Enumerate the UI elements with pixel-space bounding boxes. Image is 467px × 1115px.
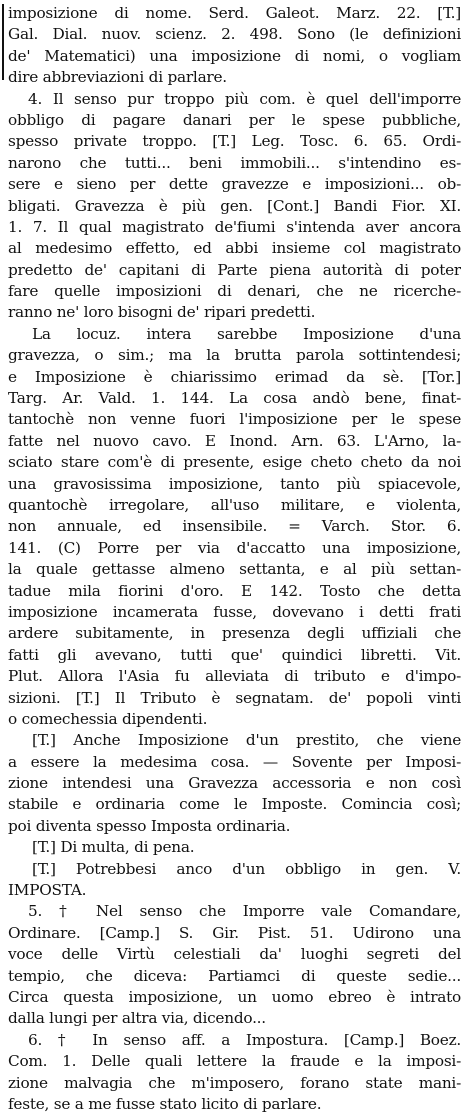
text-line: [T.] Anche Imposizione d'un prestito, che viene <box>32 731 461 750</box>
text-line: Gal. Dial. nuov. scienz. 2. 498. Sono (le definizioni <box>8 25 461 44</box>
text-line: 6. † In senso aff. a Impostura. [Camp.] Boez. <box>28 1030 461 1049</box>
text-line: stabile e ordinaria come le Imposte. Comincia così; <box>8 795 461 814</box>
text-line: ardere subitamente, in presenza degli uffiziali che <box>8 624 461 643</box>
text-line: quantochè irregolare, all'uso militare, e violenta, <box>8 495 461 514</box>
text-line: 1. 7. Il qual magistrato de'fiumi s'intenda aver ancora <box>8 217 461 236</box>
text-line: la quale gettasse almeno settanta, e al più settan- <box>8 560 461 579</box>
text-line: 4. Il senso pur troppo più com. è quel dell'imporre <box>28 89 461 108</box>
text-line: Circa questa imposizione, un uomo ebreo è intrato <box>8 987 461 1006</box>
text-line: zione intendesi una Gravezza accessoria e non così <box>8 774 461 793</box>
text-line: Ordinare. [Camp.] S. Gir. Pist. 51. Udirono una <box>8 923 461 942</box>
text-line: fatte nel nuovo cavo. E Inond. Arn. 63. L'Arno, la- <box>8 431 461 450</box>
text-line: 141. (C) Porre per via d'accatto una imposizione, <box>8 538 461 557</box>
text-line: e Imposizione è chiarissimo erimad da sè. [Tor.] <box>8 367 461 386</box>
text-line: narono che tutti... beni immobili... s'intendino es- <box>8 153 461 172</box>
text-line: non annuale, ed insensibile. = Varch. Stor. 6. <box>8 517 461 536</box>
text-line: voce delle Virtù celestiali da' luoghi segreti del <box>8 945 461 964</box>
text-line: poi diventa spesso Imposta ordinaria. <box>8 816 291 835</box>
text-line: sere e sieno per dette gravezze e imposizioni... ob- <box>8 175 461 194</box>
text-line: fatti gli avevano, tutti que' quindici libretti. Vit. <box>8 645 461 664</box>
text-line: de' Matematici) una imposizione di nomi, o vogliam <box>8 46 461 65</box>
text-line: 5. † Nel senso che Imporre vale Comandare, <box>28 902 461 921</box>
text-line: predetto de' capitani di Parte piena autorità di poter <box>8 260 461 279</box>
text-line: IMPOSTA. <box>8 881 87 900</box>
text-line: La locuz. intera sarebbe Imposizione d'una <box>32 324 461 343</box>
margin-rule <box>2 4 4 80</box>
text-line: Plut. Allora l'Asia fu alleviata di tributo e d'impo- <box>8 667 461 686</box>
text-line: obbligo di pagare danari per le spese pubbliche, <box>8 110 461 129</box>
text-line: zione malvagia che m'imposero, forano state mani- <box>8 1073 461 1092</box>
text-line: spesso private troppo. [T.] Leg. Tosc. 6. 65. Ordi- <box>8 132 461 151</box>
text-line: dalla lungi per altra via, dicendo... <box>8 1009 266 1028</box>
text-line: [T.] Potrebbesi anco d'un obbligo in gen. V. <box>32 859 461 878</box>
text-line: una gravosissima imposizione, tanto più spiacevole, <box>8 474 461 493</box>
entry-text <box>8 3 461 1115</box>
text-line: tempio, che diceva: Partiamci di queste sedie... <box>8 966 461 985</box>
text-line: al medesimo effetto, ed abbi insieme col magistrato <box>8 239 461 258</box>
text-line: sciato stare com'è di presente, esige cheto cheto da noi <box>8 453 461 472</box>
text-line: gravezza, o sim.; ma la brutta parola sottintendesi; <box>8 346 461 365</box>
text-line: bligati. Gravezza è più gen. [Cont.] Bandi Fior. XI. <box>8 196 461 215</box>
text-line: o comechessia dipendenti. <box>8 709 208 728</box>
text-line: [T.] Di multa, di pena. <box>32 838 195 857</box>
text-line: fare quelle imposizioni di denari, che ne ricerche- <box>8 282 461 301</box>
text-line: Targ. Ar. Vald. 1. 144. La cosa andò bene, finat- <box>8 389 461 408</box>
text-line: imposizione di nome. Serd. Galeot. Marz. 22. [T.] <box>8 4 461 22</box>
text-line: Com. 1. Delle quali lettere la fraude e la imposi- <box>8 1052 461 1071</box>
text-line: tantochè non venne fuori l'imposizione per le spese <box>8 410 461 429</box>
text-line: a essere la medesima cosa. — Sovente per Imposi- <box>8 752 461 771</box>
text-line: dire abbreviazioni di parlare. <box>8 68 227 87</box>
text-line: imposizione incamerata fusse, dovevano i detti frati <box>8 602 461 621</box>
text-line: feste, se a me fusse stato licito di parlare. <box>8 1094 322 1113</box>
text-line: tadue mila fiorini d'oro. E 142. Tosto che detta <box>8 581 461 600</box>
text-line: ranno ne' loro bisogni de' ripari predetti. <box>8 303 316 322</box>
text-line: sizioni. [T.] Il Tributo è segnatam. de' popoli vinti <box>8 688 461 707</box>
